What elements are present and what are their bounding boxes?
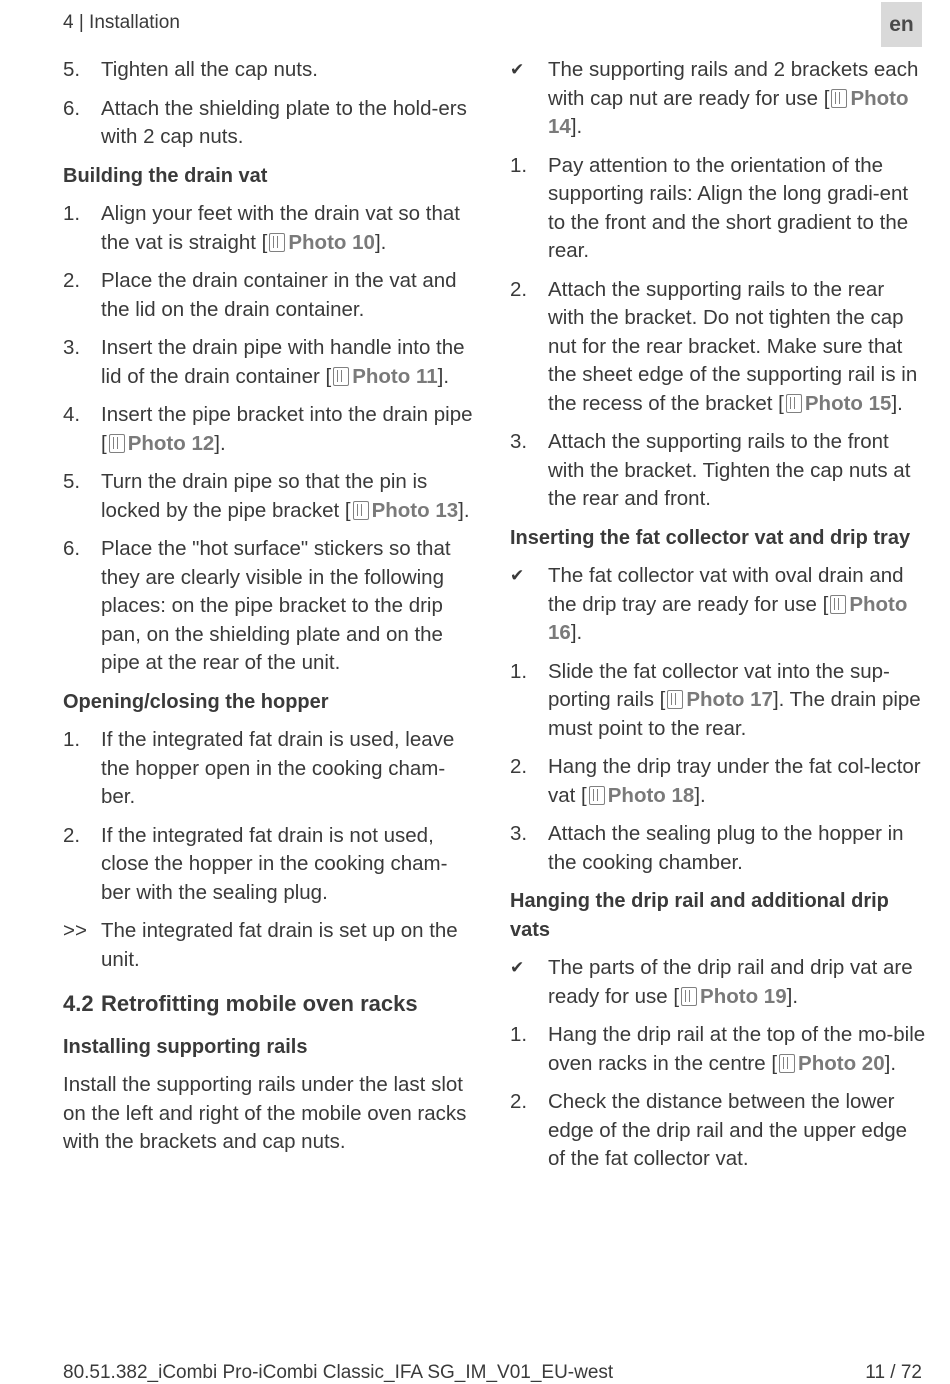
- list-item: [510, 1021, 926, 1078]
- step-text: Place the "hot surface" stickers so that they are clearly visible in the following places: on the pipe bracket to the drip pan, on the shielding plate and on the pipe at the rear of the unit.: [101, 537, 451, 674]
- step-number: 5.: [63, 470, 81, 493]
- step-text: Insert the drain pipe with handle into the lid of the drain container [ Photo 11].: [101, 336, 465, 388]
- heading-installing-supporting-rails: Installing supporting rails: [63, 1035, 308, 1058]
- list-item: [63, 334, 477, 391]
- heading-hanging-drip-rail: Hanging the drip rail and additional drip vats: [510, 890, 889, 941]
- step-number: 1.: [510, 153, 528, 177]
- step-number: 2.: [510, 277, 528, 301]
- step-number: 1.: [510, 659, 528, 683]
- step-text: The integrated fat drain is set up on the unit.: [101, 919, 458, 971]
- step-text: Check the distance between the lower edge of the drip rail and the upper edge of the fat collector vat.: [548, 1090, 908, 1170]
- list-item: [510, 56, 926, 142]
- step-number: 3.: [510, 822, 528, 845]
- hopper-steps: [63, 726, 477, 974]
- list-item: [63, 401, 477, 458]
- step-number: 6.: [63, 537, 81, 560]
- photo-icon: [786, 394, 802, 413]
- step-text: Insert the pipe bracket into the drain pipe [ Photo 12].: [101, 403, 473, 455]
- step-text: Attach the supporting rails to the front with the bracket. Tighten the cap nuts at the rear and front.: [548, 430, 911, 510]
- step-number: 1.: [510, 1023, 528, 1046]
- list-item: [510, 1088, 926, 1174]
- list-item: [63, 200, 477, 257]
- photo-icon: [269, 233, 285, 252]
- list-item: [63, 535, 477, 678]
- step-number: 2.: [63, 269, 81, 292]
- step-number: 2.: [510, 755, 528, 778]
- page-header: 4 | Installation: [63, 12, 180, 33]
- step-text: Pay attention to the orientation of the supporting rails: Align the long gradi-ent to the front and the short gradient to the rear.: [548, 153, 909, 262]
- photo-reference-link[interactable]: Photo 13: [371, 498, 459, 522]
- step-number: 3.: [63, 336, 81, 359]
- drip-rail-steps: [510, 954, 926, 1174]
- step-text: Align your feet with the drain vat so that the vat is straight [ Photo 10].: [101, 202, 460, 254]
- photo-icon: [109, 434, 125, 453]
- language-badge: en: [881, 2, 922, 47]
- step-text: Place the drain container in the vat and the lid on the drain container.: [101, 269, 457, 321]
- photo-icon: [667, 690, 683, 709]
- page-number: 11 / 72: [865, 1362, 922, 1383]
- list-item: [63, 822, 477, 908]
- photo-reference-link[interactable]: Photo 14: [548, 86, 909, 138]
- list-item: [510, 658, 926, 744]
- photo-icon: [589, 786, 605, 805]
- list-item: [510, 753, 926, 810]
- step-number: 3.: [510, 430, 528, 453]
- step-number: 4.: [63, 403, 81, 426]
- step-text: Slide the fat collector vat into the sup-porting rails [ Photo 17]. The drain pipe must point to the rear.: [548, 659, 921, 740]
- step-number: 1.: [63, 728, 81, 751]
- list-item: [63, 56, 477, 85]
- continued-steps: [63, 56, 477, 152]
- photo-icon: [353, 501, 369, 520]
- step-text: Tighten all the cap nuts.: [101, 58, 318, 81]
- step-text: The supporting rails and 2 brackets each with cap nut are ready for use [ Photo 14].: [548, 58, 919, 138]
- heading-inserting-fat-collector: Inserting the fat collector vat and drip tray: [510, 526, 911, 549]
- list-item: [63, 267, 477, 324]
- fat-collector-steps: [510, 562, 926, 877]
- step-text: Attach the supporting rails to the rear with the bracket. Do not tighten the cap nut for the rear bracket. Make sure that the sheet edge of the supporting rail is in the recess of the bracket [ Photo 15].: [548, 277, 918, 415]
- supporting-rails-steps: [510, 56, 926, 514]
- photo-icon: [831, 89, 847, 108]
- step-number: 6.: [63, 96, 81, 120]
- list-item: [510, 152, 926, 266]
- photo-reference-link[interactable]: Photo 17: [686, 688, 773, 711]
- photo-reference-link[interactable]: Photo 11: [352, 364, 438, 388]
- step-number: 2.: [63, 823, 81, 847]
- checkmark-icon: ✔: [510, 566, 525, 585]
- photo-icon: [681, 987, 697, 1006]
- section-heading: [63, 990, 477, 1019]
- list-item: [63, 917, 477, 974]
- list-item: [63, 468, 477, 525]
- step-text: Turn the drain pipe so that the pin is locked by the pipe bracket [ Photo 13].: [101, 470, 470, 522]
- list-item: [63, 726, 477, 812]
- step-number: 1.: [63, 202, 81, 225]
- photo-icon: [830, 595, 846, 614]
- photo-reference-link[interactable]: Photo 15: [804, 391, 892, 415]
- list-item: [510, 428, 926, 514]
- step-number: 2.: [510, 1090, 528, 1113]
- list-item: [510, 954, 926, 1011]
- step-number: 5.: [63, 58, 81, 81]
- list-item: [510, 820, 926, 877]
- checkmark-icon: ✔: [510, 60, 525, 79]
- photo-icon: [779, 1054, 795, 1073]
- photo-icon: [333, 367, 349, 386]
- step-text: The parts of the drip rail and drip vat are ready for use [ Photo 19].: [548, 956, 913, 1008]
- heading-opening-closing-hopper: Opening/closing the hopper: [63, 690, 329, 713]
- heading-building-drain-vat: Building the drain vat: [63, 164, 268, 187]
- left-column: [63, 56, 477, 1157]
- list-item: [510, 562, 926, 648]
- right-column: [510, 56, 926, 1184]
- step-text: Hang the drip rail at the top of the mo-bile oven racks in the centre [ Photo 20].: [548, 1023, 926, 1075]
- step-text: If the integrated fat drain is used, leave the hopper open in the cooking cham-ber.: [101, 728, 455, 808]
- photo-reference-link[interactable]: Photo 16: [548, 592, 908, 644]
- step-text: If the integrated fat drain is not used, close the hopper in the cooking cham-ber with the sealing plug.: [101, 823, 448, 904]
- photo-reference-link[interactable]: Photo 10: [288, 230, 375, 254]
- checkmark-icon: ✔: [510, 958, 525, 977]
- list-item: [510, 276, 926, 419]
- step-text: Attach the sealing plug to the hopper in the cooking chamber.: [548, 822, 904, 874]
- photo-reference-link[interactable]: Photo 12: [127, 431, 215, 455]
- drain-vat-steps: [63, 200, 477, 678]
- rails-intro-text: Install the supporting rails under the last slot on the left and right of the mobile oven racks with the brackets and cap nuts.: [63, 1073, 467, 1153]
- document-id: 80.51.382_iCombi Pro-iCombi Classic_IFA SG_IM_V01_EU-west: [63, 1362, 614, 1383]
- photo-reference-link[interactable]: Photo 20: [798, 1051, 885, 1075]
- step-number: >>: [63, 919, 87, 942]
- step-text: Attach the shielding plate to the hold-ers with 2 cap nuts.: [101, 96, 467, 148]
- photo-reference-link[interactable]: Photo 19: [700, 984, 787, 1008]
- section-title: Retrofitting mobile oven racks: [101, 991, 418, 1016]
- section-number: 4.2: [63, 991, 94, 1016]
- step-text: Hang the drip tray under the fat col-lector vat [ Photo 18].: [548, 755, 921, 807]
- step-text: The fat collector vat with oval drain and the drip tray are ready for use [ Photo 16].: [548, 564, 908, 644]
- list-item: [63, 95, 477, 152]
- photo-reference-link[interactable]: Photo 18: [607, 783, 695, 807]
